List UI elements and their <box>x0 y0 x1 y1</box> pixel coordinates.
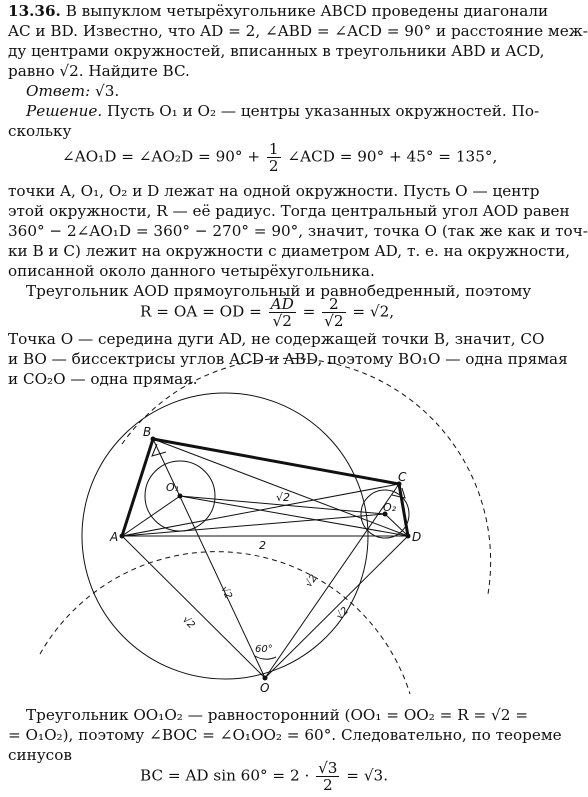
label-O1O2-length: √2 <box>276 491 291 504</box>
solution-line-12: Треугольник OO₁O₂ — равносторонний (OO₁ = OO₂ = R = √2 = <box>26 706 528 724</box>
solution-label: Решение. <box>26 102 103 120</box>
solution-line-13: = O₁O₂), поэтому ∠BOC = ∠O₁OO₂ = 60°. Следовательно, по теореме <box>8 726 562 744</box>
label-O1: O₁ <box>166 481 180 494</box>
label-O2: O₂ <box>383 501 397 514</box>
solution-line-1: Решение. Пусть O₁ и O₂ — центры указанных окружностей. По- <box>26 102 540 120</box>
label-B: B <box>143 425 152 439</box>
label-D: D <box>412 530 422 544</box>
solution-line-11: и CO₂O — одна прямая. <box>8 370 198 388</box>
angle-arc-O <box>255 656 276 659</box>
problem-number: 13.36. <box>8 2 61 20</box>
equation-1-fraction: $\frac{1}{2}$ <box>268 140 279 175</box>
solution-line-10: и BO — биссектрисы углов ACD и ABD, поэтому BO₁O — одна прямая <box>8 350 568 368</box>
label-O: O <box>260 681 270 695</box>
segment-CO <box>265 484 399 678</box>
solution-line-14: синусов <box>8 746 72 764</box>
label-angle-60: 60° <box>255 644 273 655</box>
equation-3: BC = AD sin 60° = 2 · $\frac{√3}{2}$ = √3. <box>140 759 389 794</box>
solution-line-2: скольку <box>8 122 72 140</box>
segment-DO <box>265 536 408 678</box>
label-A: A <box>110 530 119 544</box>
answer-line <box>26 82 119 102</box>
label-C: C <box>398 470 407 484</box>
label-OA-length: √2 <box>179 614 197 632</box>
equation-1: ∠AO₁D = ∠AO₂D = 90° + $\frac{1}{2}$ ∠ACD = 90° + 45° = 135°, <box>62 140 498 175</box>
solution-line-6: ки B и C) лежит на окружности с диаметром AD, т. е. на окружности, <box>8 242 571 260</box>
problem-line-3: ду центрами окружностей, вписанных в треугольники ABD и ACD, <box>8 42 545 60</box>
equation-3-fraction: $\frac{√3}{2}$ <box>318 759 338 794</box>
label-AD-length: 2 <box>259 539 266 552</box>
solution-line-5: 360° − 2∠AO₁D = 360° − 270° = 90°, значит, точка O (так же как и точ- <box>8 222 588 240</box>
segment-O1D <box>180 496 408 536</box>
label-OD-length: √2 <box>334 605 352 623</box>
equation-2: R = OA = OD = $\frac{AD}{√2}$ = $\frac{2}{√2}$ = √2, <box>140 295 395 330</box>
dashed-circle-arc <box>122 358 491 594</box>
problem-line-2: AC и BD. Известно, что AD = 2, ∠ABD = ∠ACD = 90° и расстояние меж- <box>8 22 588 40</box>
geometry-figure <box>40 394 488 694</box>
solution-line-9: Точка O — середина дуги AD, не содержащей точки B, значит, CO <box>8 330 545 348</box>
quadrilateral-sides <box>122 439 408 536</box>
solution-line-3: точки A, O₁, O₂ и D лежат на одной окружности. Пусть O — центр <box>8 182 540 200</box>
equation-2-fraction-1: $\frac{AD}{√2}$ <box>270 295 294 330</box>
solution-line-8: Треугольник AOD прямоугольный и равнобедренный, поэтому <box>26 282 532 300</box>
label-OO2-length: √2 <box>303 572 320 590</box>
right-angle-B <box>152 444 166 456</box>
solution-line-4: этой окружности, R — её радиус. Тогда центральный угол AOD равен <box>8 202 570 220</box>
dashed-circle-left <box>40 552 410 694</box>
answer-value: √3. <box>95 82 120 100</box>
problem-line-4: равно √2. Найдите BC. <box>8 62 190 80</box>
equation-2-fraction-2: $\frac{2}{√2}$ <box>324 295 344 330</box>
solution-line-7: описанной около данного четырёхугольника. <box>8 262 375 280</box>
segment-AO <box>122 536 265 678</box>
answer-label: Ответ: <box>26 82 91 100</box>
label-OO1-length: √2 <box>218 584 234 601</box>
problem-line-1: 13.36. В выпуклом четырёхугольнике ABCD проведены диагонали <box>8 2 549 20</box>
